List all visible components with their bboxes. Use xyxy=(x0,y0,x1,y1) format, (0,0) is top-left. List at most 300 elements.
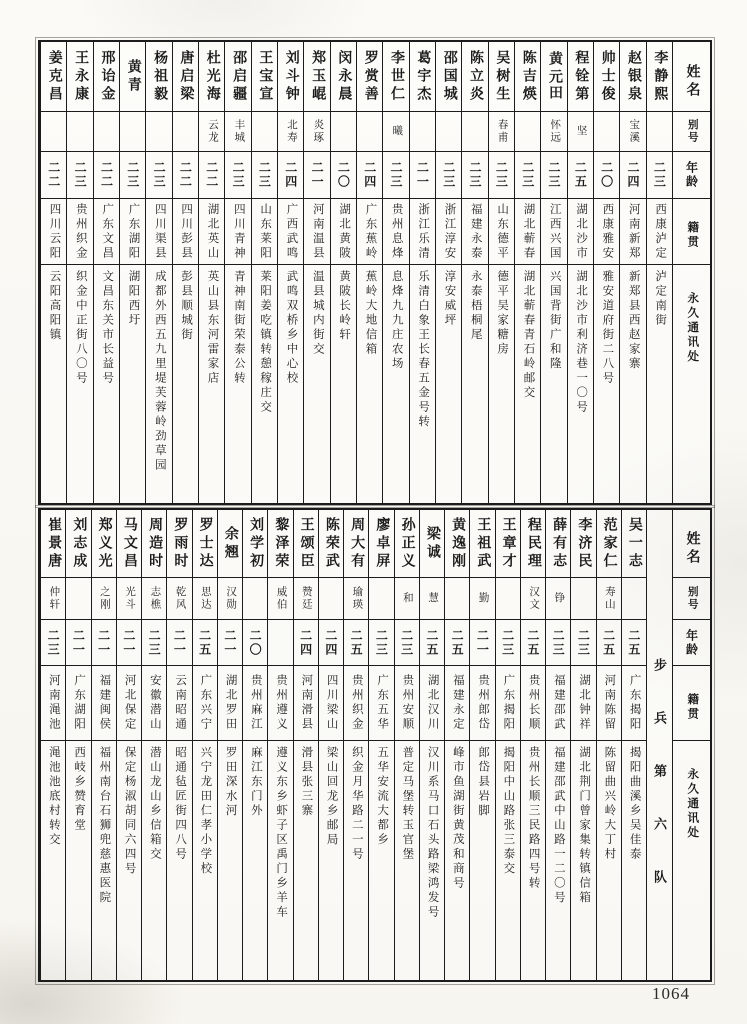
person-name: 廖卓屏 xyxy=(374,516,390,571)
person-alias-cell xyxy=(41,112,66,152)
person-age-cell xyxy=(41,152,66,199)
person-name: 陈吉煐 xyxy=(520,49,536,104)
person-native: 贵州长顺 xyxy=(527,674,540,732)
person-native-cell xyxy=(218,666,242,741)
person-address-cell xyxy=(199,265,224,503)
person-address-cell xyxy=(319,741,343,980)
person-name-cell xyxy=(344,510,368,578)
person-native: 福建邵武 xyxy=(552,674,565,732)
person-column xyxy=(93,42,119,503)
person-alias-cell xyxy=(369,578,393,620)
person-native-cell xyxy=(462,199,487,265)
person-address-cell xyxy=(521,741,545,980)
person-column xyxy=(116,510,141,980)
person-address: 揭阳曲溪乡吴佳泰 xyxy=(628,746,641,862)
person-age: 二一 xyxy=(96,628,111,657)
person-age-cell xyxy=(319,620,343,666)
person-name: 周大有 xyxy=(349,516,365,571)
person-native-cell xyxy=(541,199,566,265)
person-name-cell xyxy=(462,42,487,112)
person-alias: 北寿 xyxy=(285,119,297,144)
person-age-cell xyxy=(268,620,292,666)
person-age: 二三 xyxy=(374,628,389,657)
person-column xyxy=(40,42,66,503)
person-native: 贵州郎岱 xyxy=(477,674,490,732)
person-native: 广东五华 xyxy=(376,674,389,732)
person-native-cell xyxy=(67,199,92,265)
person-name-cell xyxy=(331,42,356,112)
person-name-cell xyxy=(541,42,566,112)
person-column xyxy=(646,42,672,503)
person-column xyxy=(293,510,318,980)
person-age-cell xyxy=(489,152,514,199)
person-name-cell xyxy=(146,42,171,112)
person-address-cell xyxy=(395,741,419,980)
person-native: 福建永定 xyxy=(451,674,464,732)
person-column xyxy=(242,510,267,980)
person-column xyxy=(488,42,514,503)
person-alias-cell xyxy=(243,578,267,620)
person-name-cell xyxy=(167,510,191,578)
person-name-cell xyxy=(294,510,318,578)
person-column xyxy=(495,510,520,980)
person-column xyxy=(343,510,368,980)
person-native: 湖北黄陂 xyxy=(338,202,351,261)
person-address-cell xyxy=(41,265,66,503)
person-name-cell xyxy=(243,510,267,578)
person-alias: 寿山 xyxy=(603,586,615,611)
person-native: 河南渑池 xyxy=(47,674,60,732)
person-address-cell xyxy=(193,741,217,980)
person-name: 邢诒金 xyxy=(99,49,115,104)
person-age-cell xyxy=(243,620,267,666)
person-address: 湖北沙市利济巷一〇号 xyxy=(575,270,588,415)
person-alias: 春甫 xyxy=(496,119,508,144)
person-column xyxy=(461,42,487,503)
person-name-cell xyxy=(571,510,595,578)
person-column xyxy=(520,510,545,980)
person-address: 渑池池底村转交 xyxy=(47,746,60,848)
unit-title-cell xyxy=(647,510,672,980)
person-alias: 之刚 xyxy=(98,586,110,611)
person-age-cell xyxy=(67,152,92,199)
person-age-cell xyxy=(470,620,494,666)
person-column xyxy=(166,510,191,980)
person-name-cell xyxy=(445,510,469,578)
person-name-cell xyxy=(594,42,619,112)
person-column xyxy=(570,510,595,980)
person-age-cell xyxy=(278,152,303,199)
roster-table-lower xyxy=(38,508,712,982)
person-name-cell xyxy=(92,510,116,578)
person-age: 二三 xyxy=(468,161,483,189)
person-age: 二三 xyxy=(152,161,167,189)
person-alias-cell xyxy=(193,578,217,620)
person-age: 二三 xyxy=(547,161,562,189)
person-age: 二三 xyxy=(257,161,272,189)
person-native: 西康雅安 xyxy=(601,202,614,261)
person-name: 周造时 xyxy=(147,516,163,571)
person-address-cell xyxy=(67,265,92,503)
person-name-cell xyxy=(117,510,141,578)
person-column xyxy=(277,42,303,503)
header-label-age: 年龄 xyxy=(684,628,699,657)
person-column xyxy=(567,42,593,503)
header-column xyxy=(672,510,710,980)
person-address: 黄陂长岭轩 xyxy=(338,270,351,343)
person-name: 孙正义 xyxy=(399,516,415,571)
person-alias-cell xyxy=(268,578,292,620)
person-alias-cell xyxy=(410,112,435,152)
person-alias-cell xyxy=(66,578,90,620)
person-alias: 云龙 xyxy=(207,119,218,144)
person-alias-cell xyxy=(571,578,595,620)
person-column xyxy=(224,42,250,503)
person-age-cell xyxy=(252,152,277,199)
person-alias: 曦 xyxy=(391,125,403,138)
person-alias-cell xyxy=(489,112,514,152)
header-label-address: 永久通讯处 xyxy=(686,292,699,365)
person-column xyxy=(66,42,92,503)
person-column xyxy=(141,510,166,980)
person-alias: 赞廷 xyxy=(300,586,312,611)
person-name-cell xyxy=(489,42,514,112)
person-address-cell xyxy=(620,265,645,503)
person-alias-cell xyxy=(568,112,593,152)
person-native-cell xyxy=(357,199,382,265)
person-age: 二四 xyxy=(298,628,313,657)
person-native: 贵州息烽 xyxy=(390,202,403,261)
person-alias-cell xyxy=(496,578,520,620)
person-alias-cell xyxy=(92,578,116,620)
person-address: 泸定南街 xyxy=(654,270,667,328)
person-address-cell xyxy=(268,741,292,980)
person-native: 贵州遵义 xyxy=(275,674,288,732)
person-name: 黎泽荣 xyxy=(273,516,289,571)
person-native-cell xyxy=(597,666,621,741)
person-native: 安徽潜山 xyxy=(148,674,161,732)
person-alias-cell xyxy=(620,112,645,152)
person-age-cell xyxy=(515,152,540,199)
person-address: 莱阳姜吃镇转憩稼庄交 xyxy=(259,270,272,415)
person-age: 二三 xyxy=(147,628,162,657)
person-age: 二五 xyxy=(197,628,212,657)
person-native: 贵州织金 xyxy=(350,674,363,732)
person-native-cell xyxy=(94,199,119,265)
person-native: 湖北汉川 xyxy=(426,674,439,732)
person-name: 陈立炎 xyxy=(468,49,484,104)
person-age-cell xyxy=(142,620,166,666)
person-native: 四川青神 xyxy=(232,202,245,261)
person-age-cell xyxy=(521,620,545,666)
person-native: 广东湖阳 xyxy=(127,202,140,261)
person-name: 邵启疆 xyxy=(231,49,247,104)
person-native-cell xyxy=(66,666,90,741)
person-native: 河南温县 xyxy=(311,202,324,261)
person-name: 罗士达 xyxy=(197,516,213,571)
person-age-cell xyxy=(193,620,217,666)
person-address-cell xyxy=(225,265,250,503)
person-name: 李世仁 xyxy=(389,49,405,104)
person-alias-cell xyxy=(436,112,461,152)
person-address: 淳安威坪 xyxy=(443,270,456,328)
person-native: 广东揭阳 xyxy=(628,674,641,732)
person-column xyxy=(469,510,494,980)
person-column xyxy=(217,510,242,980)
person-address-cell xyxy=(436,265,461,503)
person-column xyxy=(394,510,419,980)
person-alias-cell xyxy=(146,112,171,152)
person-alias-cell xyxy=(167,578,191,620)
person-age-cell xyxy=(445,620,469,666)
person-name-cell xyxy=(41,510,65,578)
person-native-cell xyxy=(436,199,461,265)
person-alias: 炎琢 xyxy=(312,119,324,144)
person-address-cell xyxy=(294,741,318,980)
person-age: 二四 xyxy=(362,161,377,189)
person-address: 福州南台石狮兜慈惠医院 xyxy=(98,746,111,906)
person-address: 贵州长顺三民路四号转 xyxy=(527,746,540,891)
person-native: 福建永泰 xyxy=(469,202,482,261)
person-address-cell xyxy=(92,741,116,980)
person-column xyxy=(303,42,329,503)
person-address: 峰市鱼湖街黄茂和商号 xyxy=(451,746,464,891)
person-alias-cell xyxy=(117,578,141,620)
person-alias-cell xyxy=(120,112,145,152)
person-address-cell xyxy=(568,265,593,503)
person-alias-cell xyxy=(304,112,329,152)
person-address: 织金中正街八〇号 xyxy=(74,270,87,386)
person-name: 罗赏善 xyxy=(362,49,378,104)
person-name-cell xyxy=(357,42,382,112)
person-address-cell xyxy=(470,741,494,980)
person-address: 普定马堡转玉官堡 xyxy=(401,746,414,862)
person-address-cell xyxy=(66,741,90,980)
person-alias: 丰城 xyxy=(233,119,245,144)
person-native: 四川梁山 xyxy=(325,674,338,732)
person-name: 王章才 xyxy=(500,516,516,571)
person-address: 湖北荆门曾家集转镇信箱 xyxy=(578,746,591,906)
header-cell-address xyxy=(673,741,710,980)
person-address-cell xyxy=(541,265,566,503)
person-name: 姜克昌 xyxy=(46,49,62,104)
person-address: 湖阳西圩 xyxy=(127,270,140,328)
person-address: 德平吴家糖房 xyxy=(496,270,509,357)
person-column xyxy=(318,510,343,980)
person-address-cell xyxy=(462,265,487,503)
person-name: 杜光海 xyxy=(204,49,220,104)
person-address: 揭阳中山路张三泰交 xyxy=(502,746,515,877)
person-native: 广东兴宁 xyxy=(199,674,212,732)
person-address: 兴国背街广和隆 xyxy=(548,270,561,372)
person-alias: 勤 xyxy=(477,592,489,605)
person-alias-cell xyxy=(344,578,368,620)
person-address-cell xyxy=(94,265,119,503)
person-address-cell xyxy=(117,741,141,980)
person-column xyxy=(619,42,645,503)
person-alias-cell xyxy=(470,578,494,620)
person-address-cell xyxy=(546,741,570,980)
roster-table-upper xyxy=(38,40,712,505)
header-cell-name xyxy=(673,42,710,112)
person-age: 二三 xyxy=(231,161,246,189)
person-name: 葛宇杰 xyxy=(415,49,431,104)
person-name-cell xyxy=(120,42,145,112)
person-address: 蕉岭大地信箱 xyxy=(364,270,377,357)
person-native: 广东蕉岭 xyxy=(364,202,377,261)
person-column xyxy=(540,42,566,503)
person-age-cell xyxy=(462,152,487,199)
person-alias: 宝溪 xyxy=(628,119,640,144)
person-address: 湖北蕲春青石岭邮交 xyxy=(522,270,535,401)
person-address: 成都外西五九里堤芙蓉岭劲草园 xyxy=(153,270,166,473)
header-column xyxy=(672,42,710,503)
person-native-cell xyxy=(117,666,141,741)
person-alias-cell xyxy=(647,112,672,152)
person-age: 二一 xyxy=(475,628,490,657)
person-alias-cell xyxy=(218,578,242,620)
person-address: 福建邵武中山路一二〇号 xyxy=(552,746,565,906)
person-native-cell xyxy=(92,666,116,741)
person-native: 湖北英山 xyxy=(206,202,219,261)
person-name-cell xyxy=(252,42,277,112)
person-native-cell xyxy=(620,199,645,265)
person-age-cell xyxy=(146,152,171,199)
person-address: 保定杨淑胡同六四号 xyxy=(123,746,136,877)
person-native-cell xyxy=(41,199,66,265)
person-native-cell xyxy=(319,666,343,741)
person-native-cell xyxy=(268,666,292,741)
person-age-cell xyxy=(331,152,356,199)
person-address: 雅安道府街二八号 xyxy=(601,270,614,386)
person-address: 陈留曲兴岭大丁村 xyxy=(603,746,616,862)
person-native: 贵州织金 xyxy=(74,202,87,261)
page-number: 1064 xyxy=(652,984,690,1003)
person-column xyxy=(172,42,198,503)
person-native: 福建闽侯 xyxy=(98,674,111,732)
person-age: 二二 xyxy=(178,161,193,189)
person-address: 潜山龙山乡信箱交 xyxy=(148,746,161,862)
person-native-cell xyxy=(568,199,593,265)
person-age: 二五 xyxy=(525,628,540,657)
person-name-cell xyxy=(515,42,540,112)
person-address-cell xyxy=(496,741,520,980)
header-label-name: 姓名 xyxy=(684,63,700,100)
person-address-cell xyxy=(252,265,277,503)
person-alias-cell xyxy=(420,578,444,620)
person-name-cell xyxy=(225,42,250,112)
unit-title-label: 步兵第六队 xyxy=(652,658,667,923)
person-address: 兴宁龙田仁孝小学校 xyxy=(199,746,212,877)
person-native: 山东莱阳 xyxy=(259,202,272,261)
header-label-age: 年龄 xyxy=(684,161,699,189)
person-name: 刘学初 xyxy=(248,516,264,571)
person-name-cell xyxy=(67,42,92,112)
person-name: 王永康 xyxy=(73,49,89,104)
person-name: 黄青 xyxy=(125,58,141,95)
person-name: 刘斗钟 xyxy=(283,49,299,104)
person-column xyxy=(330,42,356,503)
person-name: 程民理 xyxy=(525,516,541,571)
person-name: 唐启梁 xyxy=(178,49,194,104)
person-age-cell xyxy=(117,620,141,666)
person-age: 二一 xyxy=(222,628,237,657)
person-native-cell xyxy=(199,199,224,265)
person-address-cell xyxy=(278,265,303,503)
person-native: 湖北沙市 xyxy=(575,202,588,261)
person-age: 二二 xyxy=(99,161,114,189)
person-name: 梁诚 xyxy=(424,525,440,562)
person-age-cell xyxy=(647,152,672,199)
person-name-cell xyxy=(268,510,292,578)
person-age: 二五 xyxy=(601,628,616,657)
person-alias-cell xyxy=(331,112,356,152)
person-native-cell xyxy=(647,199,672,265)
person-age-cell xyxy=(420,620,444,666)
person-name: 闵永晨 xyxy=(336,49,352,104)
person-native-cell xyxy=(470,666,494,741)
person-name-cell xyxy=(383,42,408,112)
person-name-cell xyxy=(496,510,520,578)
person-alias-cell xyxy=(521,578,545,620)
person-address: 麻江东门外 xyxy=(249,746,262,819)
person-column xyxy=(40,510,65,980)
person-address: 滑县张三寨 xyxy=(300,746,313,819)
person-name: 黄元 xyxy=(547,50,563,87)
person-name: 吴树生 xyxy=(494,49,510,104)
person-age-cell xyxy=(294,620,318,666)
person-name-cell xyxy=(193,510,217,578)
person-native-cell xyxy=(369,666,393,741)
person-name-cell xyxy=(521,510,545,578)
person-name-cell xyxy=(304,42,329,112)
person-address-cell xyxy=(515,265,540,503)
person-alias-cell xyxy=(94,112,119,152)
person-name: 李静熙 xyxy=(652,49,668,104)
person-column xyxy=(91,510,116,980)
person-native: 四川彭县 xyxy=(180,202,193,261)
person-name-cell xyxy=(369,510,393,578)
person-address: 青神南街荣泰公转 xyxy=(232,270,245,386)
person-age: 二四 xyxy=(323,628,338,657)
person-alias: 威伯 xyxy=(275,586,287,611)
person-alias-cell xyxy=(319,578,343,620)
person-name-cell xyxy=(66,510,90,578)
person-name-cell xyxy=(620,42,645,112)
person-name-cell xyxy=(410,42,435,112)
person-native-cell xyxy=(193,666,217,741)
person-alias: 思达 xyxy=(199,586,211,611)
person-age-cell xyxy=(304,152,329,199)
person-column xyxy=(119,42,145,503)
person-address-cell xyxy=(410,265,435,503)
person-alias-cell xyxy=(225,112,250,152)
person-address: 新郑县西赵家寨 xyxy=(627,270,640,372)
person-alias-cell xyxy=(199,112,224,152)
person-address: 云阳高阳镇 xyxy=(48,270,61,343)
person-age: 二一 xyxy=(121,628,136,657)
person-alias: 汉文 xyxy=(528,586,540,611)
person-native: 四川渠县 xyxy=(153,202,166,261)
person-age-cell xyxy=(436,152,461,199)
unit-title-column xyxy=(646,510,672,980)
person-native-cell xyxy=(294,666,318,741)
person-age: 二五 xyxy=(349,628,364,657)
person-alias-cell xyxy=(67,112,92,152)
person-alias-cell xyxy=(357,112,382,152)
person-age: 二〇 xyxy=(336,161,351,189)
person-address-cell xyxy=(369,741,393,980)
